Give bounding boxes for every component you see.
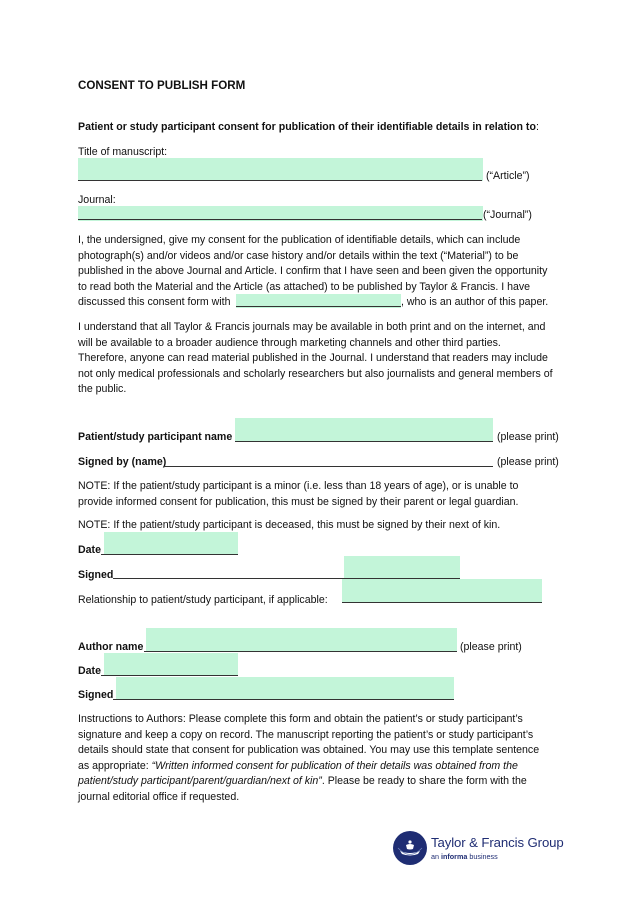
instructions-line-1: Instructions to Authors: Please complete this form and obtain the patient’s or study participant’s — [78, 713, 523, 725]
logo-tagline-suffix: business — [467, 852, 498, 861]
signed-by-suffix: (please print) — [497, 456, 559, 468]
author-signed-underline — [116, 699, 454, 700]
logo-tagline-prefix: an — [431, 852, 441, 861]
globe-lamp-icon — [393, 831, 427, 865]
consent-line-5-start: discussed this consent form with — [78, 296, 231, 308]
understand-line-4: not only medical professionals and scholarly researchers but also journalists and general members of — [78, 367, 553, 380]
journal-label: Journal: — [78, 194, 116, 206]
manuscript-title-field[interactable] — [78, 158, 483, 181]
understand-line-5: the public. — [78, 383, 127, 395]
note-minor-line-2: provide informed consent for publication, this must be signed by their parent or legal guardian. — [78, 495, 519, 508]
author-discussed-underline — [236, 306, 401, 307]
consent-line-3: published in the above Journal and Article. I confirm that I have seen and been given the opportunity — [78, 265, 548, 277]
logo-tagline — [431, 852, 498, 861]
form-subtitle — [78, 120, 539, 135]
journal-suffix: (“Journal”) — [483, 209, 532, 221]
note-minor-line-1: NOTE: If the patient/study participant is a minor (i.e. less than 18 years of age), or is unable to — [78, 480, 519, 492]
understand-line-1: I understand that all Taylor & Francis journals may be available in both print and on the internet, and — [78, 321, 546, 333]
participant-signed-label: Signed — [78, 569, 114, 581]
logo-tagline-brand: informa — [441, 852, 468, 861]
form-title: CONSENT TO PUBLISH FORM — [78, 79, 246, 92]
instructions-line-4 — [78, 759, 518, 774]
participant-name-suffix: (please print) — [497, 431, 559, 443]
instructions-line-5 — [78, 774, 527, 789]
author-name-suffix: (please print) — [460, 641, 522, 653]
participant-name-underline — [235, 441, 493, 442]
understand-line-2: will be available to a broader audience through marketing channels and other third parties. — [78, 336, 501, 349]
instructions-line-3: details should state that consent for publication was obtained. You may use this template sentence — [78, 744, 540, 756]
instructions-line-6: journal editorial office if requested. — [78, 790, 240, 803]
author-name-field[interactable] — [146, 628, 457, 652]
participant-date-field[interactable] — [104, 532, 238, 555]
author-name-label: Author name — [78, 641, 144, 653]
signed-by-underline[interactable] — [164, 466, 493, 467]
relationship-field[interactable] — [342, 579, 542, 603]
understand-line-3: Therefore, anyone can read material published in the Journal. I understand that readers may include — [78, 352, 548, 364]
consent-line-5-end: , who is an author of this paper. — [401, 296, 549, 308]
relationship-underline — [342, 602, 542, 603]
form-subtitle-colon: : — [535, 121, 539, 133]
logo-brand-text: Taylor & Francis Group — [431, 835, 564, 850]
signed-by-label: Signed by (name) — [78, 456, 167, 468]
participant-date-label: Date — [78, 544, 101, 556]
manuscript-title-underline — [78, 180, 482, 181]
instructions-line-5-end: . Please be ready to share the form with the — [321, 775, 527, 787]
consent-line-4: to read both the Material and the Article (as attached) to be published by Taylor & Francis. I have — [78, 280, 531, 293]
participant-date-underline — [104, 554, 238, 555]
author-name-underline — [146, 651, 457, 652]
author-signed-label: Signed — [78, 689, 114, 701]
author-signature-field[interactable] — [116, 677, 454, 700]
participant-name-field[interactable] — [235, 418, 493, 442]
author-date-underline — [104, 675, 238, 676]
manuscript-suffix: (“Article”) — [486, 170, 530, 182]
author-date-field[interactable] — [104, 653, 238, 676]
template-sentence-part-2: patient/study participant/parent/guardian/next of kin” — [78, 775, 322, 787]
consent-line-2: photograph(s) and/or videos and/or case history and/or details within the text (“Material”) to be — [78, 249, 519, 262]
author-date-label: Date — [78, 665, 101, 677]
template-sentence-part-1: “Written informed consent for publication of their details was obtained from the — [151, 759, 518, 772]
note-deceased: NOTE: If the patient/study participant is deceased, this must be signed by their next of kin. — [78, 519, 501, 531]
instructions-line-2: signature and keep a copy on record. The manuscript reporting the patient’s or study participant’s — [78, 728, 534, 741]
relationship-label: Relationship to patient/study participant, if applicable: — [78, 594, 328, 606]
consent-line-1: I, the undersigned, give my consent for the publication of identifiable details, which can include — [78, 234, 521, 246]
form-subtitle-text: Patient or study participant consent for publication of their identifiable details in relation to — [78, 121, 536, 133]
instructions-line-4-start: as appropriate: — [78, 759, 152, 772]
participant-name-label: Patient/study participant name — [78, 431, 233, 443]
participant-signature-field[interactable] — [344, 556, 460, 579]
journal-underline — [78, 219, 482, 220]
manuscript-label: Title of manuscript: — [78, 146, 168, 158]
